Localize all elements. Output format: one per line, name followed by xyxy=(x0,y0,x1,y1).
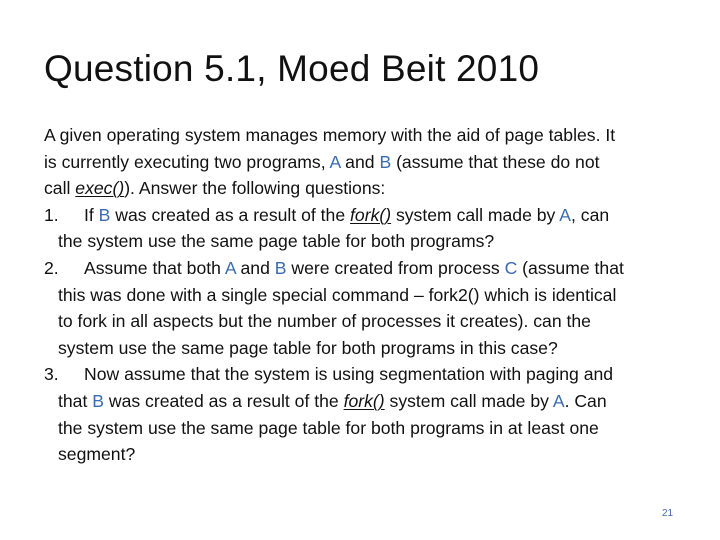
text: ). Answer the following questions: xyxy=(124,178,386,199)
intro-line-2 xyxy=(44,149,694,176)
text: A given operating system manages memory with the aid of page tables. It xyxy=(44,125,616,145)
text: system use the same page table for both programs in this case? xyxy=(58,337,558,358)
page-number: 21 xyxy=(662,508,674,519)
program-a: A xyxy=(224,257,236,278)
program-b: B xyxy=(274,257,287,278)
fork-call: fork() xyxy=(350,204,392,225)
intro-line-3 xyxy=(44,175,694,202)
text: the system use the same page table for both programs? xyxy=(58,231,495,252)
question-1-line-2 xyxy=(44,228,694,255)
question-2-line-3 xyxy=(44,308,694,335)
text: (assume that these do not xyxy=(391,151,600,172)
text: Assume that both xyxy=(84,257,225,278)
question-2-line-4 xyxy=(44,335,694,362)
program-b: B xyxy=(98,204,111,225)
text: to fork in all aspects but the number of processes it creates). can the xyxy=(58,311,591,332)
question-3-line-4 xyxy=(44,441,694,468)
text: . Can xyxy=(564,390,607,411)
question-1-line-1 xyxy=(44,202,694,229)
question-2-line-2 xyxy=(44,282,694,309)
program-b: B xyxy=(92,390,104,411)
text: , can xyxy=(571,204,610,225)
text: that xyxy=(58,390,93,411)
text: this was done with a single special command – fork2() which is identical xyxy=(58,284,617,305)
question-3-line-1 xyxy=(44,361,694,388)
text: segment? xyxy=(58,444,136,465)
question-3-line-3 xyxy=(44,415,694,442)
text: and xyxy=(340,151,380,172)
slide-body xyxy=(44,122,694,468)
program-a: A xyxy=(329,151,341,172)
question-1-number: 1. xyxy=(44,204,59,225)
text: Now assume that the system is using segmentation with paging and xyxy=(84,364,614,385)
text: call xyxy=(44,178,76,199)
text: the system use the same page table for both programs in at least one xyxy=(58,417,599,438)
text: system call made by xyxy=(384,390,553,411)
text: were created from process xyxy=(286,257,505,278)
process-c: C xyxy=(504,257,518,278)
text: is currently executing two programs, xyxy=(44,151,330,172)
text: If xyxy=(84,204,99,225)
text: was created as a result of the xyxy=(103,390,344,411)
program-b: B xyxy=(379,151,392,172)
intro-line-1 xyxy=(44,122,694,149)
question-3-number: 3. xyxy=(44,364,59,385)
text: and xyxy=(235,257,275,278)
text: system call made by xyxy=(391,204,560,225)
question-2-line-1 xyxy=(44,255,694,282)
program-a: A xyxy=(559,204,572,225)
exec-call: exec() xyxy=(75,178,125,199)
text: (assume that xyxy=(517,257,624,278)
question-3-line-2 xyxy=(44,388,694,415)
program-a: A xyxy=(552,390,565,411)
text: was created as a result of the xyxy=(110,204,351,225)
slide-title: Question 5.1, Moed Beit 2010 xyxy=(44,48,540,89)
fork-call: fork() xyxy=(343,390,385,411)
question-2-number: 2. xyxy=(44,257,59,278)
